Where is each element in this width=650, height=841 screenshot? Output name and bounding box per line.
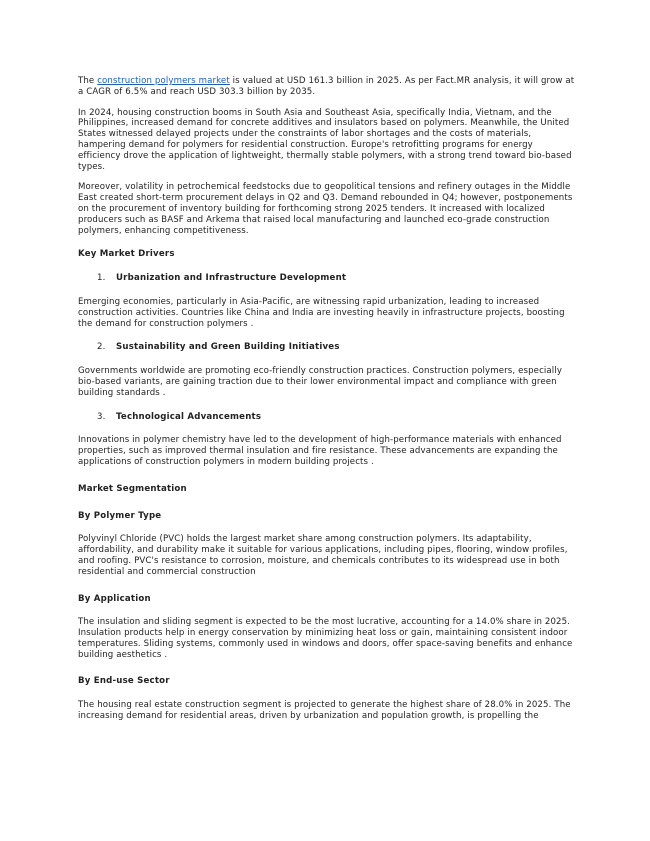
market-link[interactable]: construction polymers market	[97, 76, 230, 86]
driver-number: 3.	[97, 411, 106, 422]
driver-text-urbanization: Emerging economies, particularly in Asia-Pacific, are witnessing rapid urbanization, leading to increased construction activities. Countries like China and India are investing heavily in infrastructure projects, boosting the demand for construction polymers .	[78, 296, 565, 329]
driver-text-technology: Innovations in polymer chemistry have led to the development of high-performance materials with enhanced properties, such as improved thermal insulation and fire resistance. These advancements are expanding the applications of construction polymers in modern building projects .	[78, 435, 562, 467]
segment-heading-polymer-type: By Polymer Type	[78, 510, 162, 521]
segment-text-polymer-type: Polyvinyl Chloride (PVC) holds the largest market share among construction polymers. Its adaptability, affordability, and durability make it suitable for various applications, including pipes, flooring, window profiles, and roofing. PVC's resistance to corrosion, moisture, and chemicals contributes to its widespread use in both residential and commercial construction	[78, 534, 568, 577]
intro-paragraph	[78, 76, 576, 98]
driver-number: 1.	[97, 273, 106, 284]
segment-heading-application: By Application	[78, 593, 151, 604]
document-content	[78, 76, 576, 722]
driver-text-sustainability: Governments worldwide are promoting eco-friendly construction practices. Construction polymers, especially bio-based variants, are gaining traction due to their lower environmental impact and compliance with green building standards .	[78, 366, 563, 398]
driver-title-text: Urbanization and Infrastructure Development	[116, 273, 347, 284]
segment-heading-end-use: By End-use Sector	[78, 676, 170, 687]
intro-prefix: The	[78, 76, 98, 86]
driver-number: 2.	[97, 342, 106, 353]
key-drivers-heading: Key Market Drivers	[78, 249, 175, 260]
paragraph-volatility: Moreover, volatility in petrochemical feedstocks due to geopolitical tensions and refinery outages in the Middle East created short-term procurement delays in Q2 and Q3. Demand rebounded in Q4; however, postponements on the procurement of inventory building for forthcoming strong 2025 tenders. It increased with localized producers such as BASF and Arkema that raised local manufacturing and launched eco-grade construction polymers, enhancing competitiveness.	[78, 182, 573, 236]
driver-title-technology	[97, 412, 576, 423]
driver-title-sustainability	[97, 342, 576, 353]
driver-title-text: Sustainability and Green Building Initiatives	[116, 342, 340, 353]
driver-title-text: Technological Advancements	[116, 411, 262, 422]
segment-text-end-use: The housing real estate construction segment is projected to generate the highest share of 28.0% in 2025. The increasing demand for residential areas, driven by urbanization and population growth, is propelling the	[78, 700, 571, 722]
intro-suffix: is valued at USD 161.3 billion in 2025. As per Fact.MR analysis, it will grow at a CAGR of 6.5% and reach USD 303.3 billion by 2035.	[78, 76, 575, 97]
segment-text-application: The insulation and sliding segment is expected to be the most lucrative, accounting for a 14.0% share in 2025. Insulation products help in energy conservation by minimizing heat loss or gain, maintaining consistent indoor temperatures. Sliding systems, commonly used in windows and doors, offer space-saving benefits and enhance building aesthetics .	[78, 617, 573, 660]
paragraph-housing: In 2024, housing construction booms in South Asia and Southeast Asia, specifically India, Vietnam, and the Philippines, increased demand for concrete additives and insulators based on polymers. Meanwhile, the United States witnessed delayed projects under the constraints of labor shortages and the costs of materials, hampering demand for polymers for residential construction. Europe's retrofitting programs for energy efficiency drove the application of lightweight, thermally stable polymers, with a strong trend toward bio-based types.	[78, 107, 572, 172]
driver-title-urbanization	[97, 273, 576, 284]
market-segmentation-heading: Market Segmentation	[78, 483, 187, 494]
